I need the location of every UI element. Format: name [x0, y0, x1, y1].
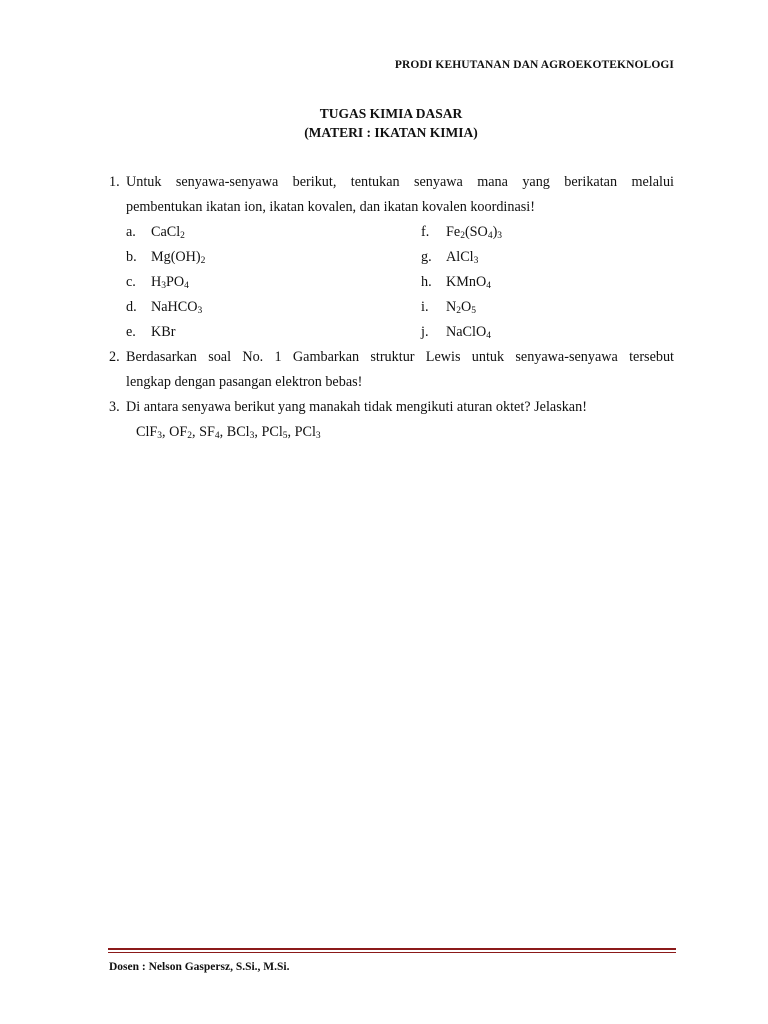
compound-formula: $N_2O_5$ [446, 299, 476, 316]
compound-formula: KBr [151, 324, 176, 340]
option-letter: d. [126, 299, 137, 315]
option-e [126, 320, 421, 345]
compound-options [109, 220, 674, 345]
document-title [0, 104, 768, 142]
option-letter: f. [421, 224, 430, 240]
compound-formula: NaClO$_4$ [446, 324, 491, 341]
question-2 [109, 345, 674, 395]
question-3-line-1: Di antara senyawa berikut yang manakah tidak mengikuti aturan oktet? Jelaskan! [126, 399, 587, 415]
title-line-2: (MATERI : IKATAN KIMIA) [304, 125, 478, 140]
question-1-line-1: Untuk senyawa-senyawa berikut, tentukan senyawa mana yang berikatan melalui [126, 174, 674, 190]
compound-formula: NaHCO$_3$ [151, 299, 203, 316]
compound-formula: $Mg(OH)_2$ [151, 249, 206, 266]
options-left-column [126, 220, 421, 345]
option-g [421, 245, 502, 270]
question-1-number: 1. [109, 174, 120, 190]
option-letter: c. [126, 274, 136, 290]
compound-formula: $Fe_2(SO_4)_3$ [446, 224, 503, 241]
option-letter: b. [126, 249, 137, 265]
option-letter: h. [421, 274, 432, 290]
option-i [421, 295, 502, 320]
option-letter: i. [421, 299, 429, 315]
compound-formula: KMnO$_4$ [446, 274, 491, 291]
question-2-number: 2. [109, 349, 120, 365]
question-2-line-2: lengkap dengan pasangan elektron bebas! [126, 374, 363, 390]
question-1 [109, 170, 674, 220]
option-f [421, 220, 502, 245]
option-letter: a. [126, 224, 136, 240]
title-line-1: TUGAS KIMIA DASAR [319, 106, 463, 121]
compound-formula: $H_3PO_4$ [151, 274, 189, 291]
program-header: PRODI KEHUTANAN DAN AGROEKOTEKNOLOGI [394, 59, 674, 71]
option-letter: e. [126, 324, 136, 340]
option-b [126, 245, 421, 270]
compound-formula: AlCl$_3$ [446, 249, 479, 266]
option-h [421, 270, 502, 295]
option-letter: g. [421, 249, 432, 265]
question-1-line-2: pembentukan ikatan ion, ikatan kovalen, dan ikatan kovalen koordinasi! [126, 199, 535, 215]
option-d [126, 295, 421, 320]
footer-divider [108, 948, 676, 953]
option-j [421, 320, 502, 345]
question-3-formulas: ClF$_3$, $OF_2$, $SF_4$, BCl$_3$, PCl$_5$, PCl$_3$ [136, 424, 321, 441]
question-list [109, 170, 674, 445]
question-3 [109, 395, 674, 420]
option-a [126, 220, 421, 245]
option-letter: j. [421, 324, 429, 340]
question-3-number: 3. [109, 399, 120, 415]
option-c [126, 270, 421, 295]
compound-formula: CaCl$_2$ [151, 224, 185, 241]
question-2-line-1: Berdasarkan soal No. 1 Gambarkan struktur Lewis untuk senyawa-senyawa tersebut [126, 349, 674, 365]
lecturer-footer: Dosen : Nelson Gaspersz, S.Si., M.Si. [109, 961, 290, 973]
options-right-column [421, 220, 502, 345]
